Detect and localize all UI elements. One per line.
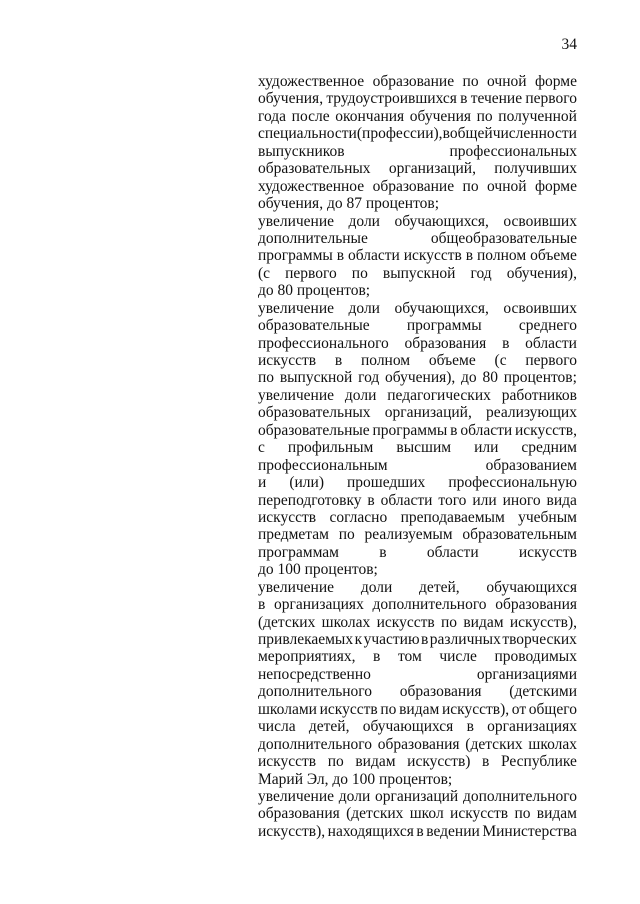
text-line: художественное образование по очной форме	[258, 73, 577, 90]
text-line: специальности (профессии), в общей численности	[258, 125, 577, 143]
text-line: образовательные программы среднего	[258, 317, 577, 335]
page-number: 34	[561, 36, 577, 53]
text-line: выпускников профессиональных	[258, 142, 577, 160]
text-line: искусств в полном объеме (с первого	[258, 352, 577, 369]
text-line: образования (детских школ искусств по видам	[258, 805, 577, 823]
text-line: до 80 процентов;	[258, 282, 371, 300]
text-line: программам в области искусств	[258, 543, 577, 561]
text-line: обучения, до 87 процентов;	[258, 195, 440, 213]
text-line: мероприятиях, в том числе проводимых	[258, 648, 577, 666]
text-line: переподготовку в области того или иного вида	[258, 491, 577, 509]
text-line: дополнительные общеобразовательные	[258, 229, 577, 247]
text-line: увеличение доли обучающихся, освоивших	[258, 299, 577, 317]
body-text	[258, 73, 577, 840]
text-line: Марий Эл, до 100 процентов;	[258, 770, 453, 788]
text-line: увеличение доли организаций дополнительного	[258, 787, 577, 805]
text-line: увеличение доли детей, обучающихся	[258, 578, 577, 596]
text-line: увеличение доли педагогических работников	[258, 386, 577, 404]
text-line: (детских школах искусств по видам искусств),	[258, 613, 577, 631]
text-line: числа детей, обучающихся в организациях	[258, 718, 577, 736]
text-line: обучения, трудоустроившихся в течение первого	[258, 90, 577, 108]
text-line: непосредственно организациями	[258, 665, 577, 683]
text-line: образовательных организаций, получивших	[258, 160, 577, 178]
text-line: программы в области искусств в полном объеме	[258, 247, 577, 265]
text-line: предметам по реализуемым образовательным	[258, 526, 577, 544]
text-line: искусств согласно преподаваемым учебным	[258, 508, 577, 526]
text-line: до 100 процентов;	[258, 561, 378, 579]
text-line: школами искусств по видам искусств), от общего	[258, 700, 577, 718]
text-line: дополнительного образования (детскими	[258, 683, 577, 701]
text-line: привлекаемых к участию в различных творческих	[258, 631, 577, 648]
text-line: искусств по видам искусств) в Республике	[258, 753, 577, 771]
text-line: и (или) прошедших профессиональную	[258, 474, 577, 492]
text-line: (с первого по выпускной год обучения),	[258, 264, 577, 282]
text-line: с профильным высшим или средним	[258, 439, 577, 457]
text-line: увеличение доли обучающихся, освоивших	[258, 212, 577, 230]
text-line: по выпускной год обучения), до 80 процентов;	[258, 369, 577, 387]
text-line: искусств), находящихся в ведении Министерства	[258, 822, 577, 840]
text-line: художественное образование по очной форме	[258, 177, 577, 195]
text-line: образовательных организаций, реализующих	[258, 404, 577, 422]
text-line: дополнительного образования (детских школах	[258, 735, 577, 753]
text-line: в организациях дополнительного образования	[258, 596, 577, 614]
text-line: года после окончания обучения по полученной	[258, 107, 577, 125]
text-line: профессиональным образованием	[258, 456, 577, 474]
text-line: образовательные программы в области искусств,	[258, 421, 577, 439]
text-line: профессионального образования в области	[258, 334, 577, 352]
